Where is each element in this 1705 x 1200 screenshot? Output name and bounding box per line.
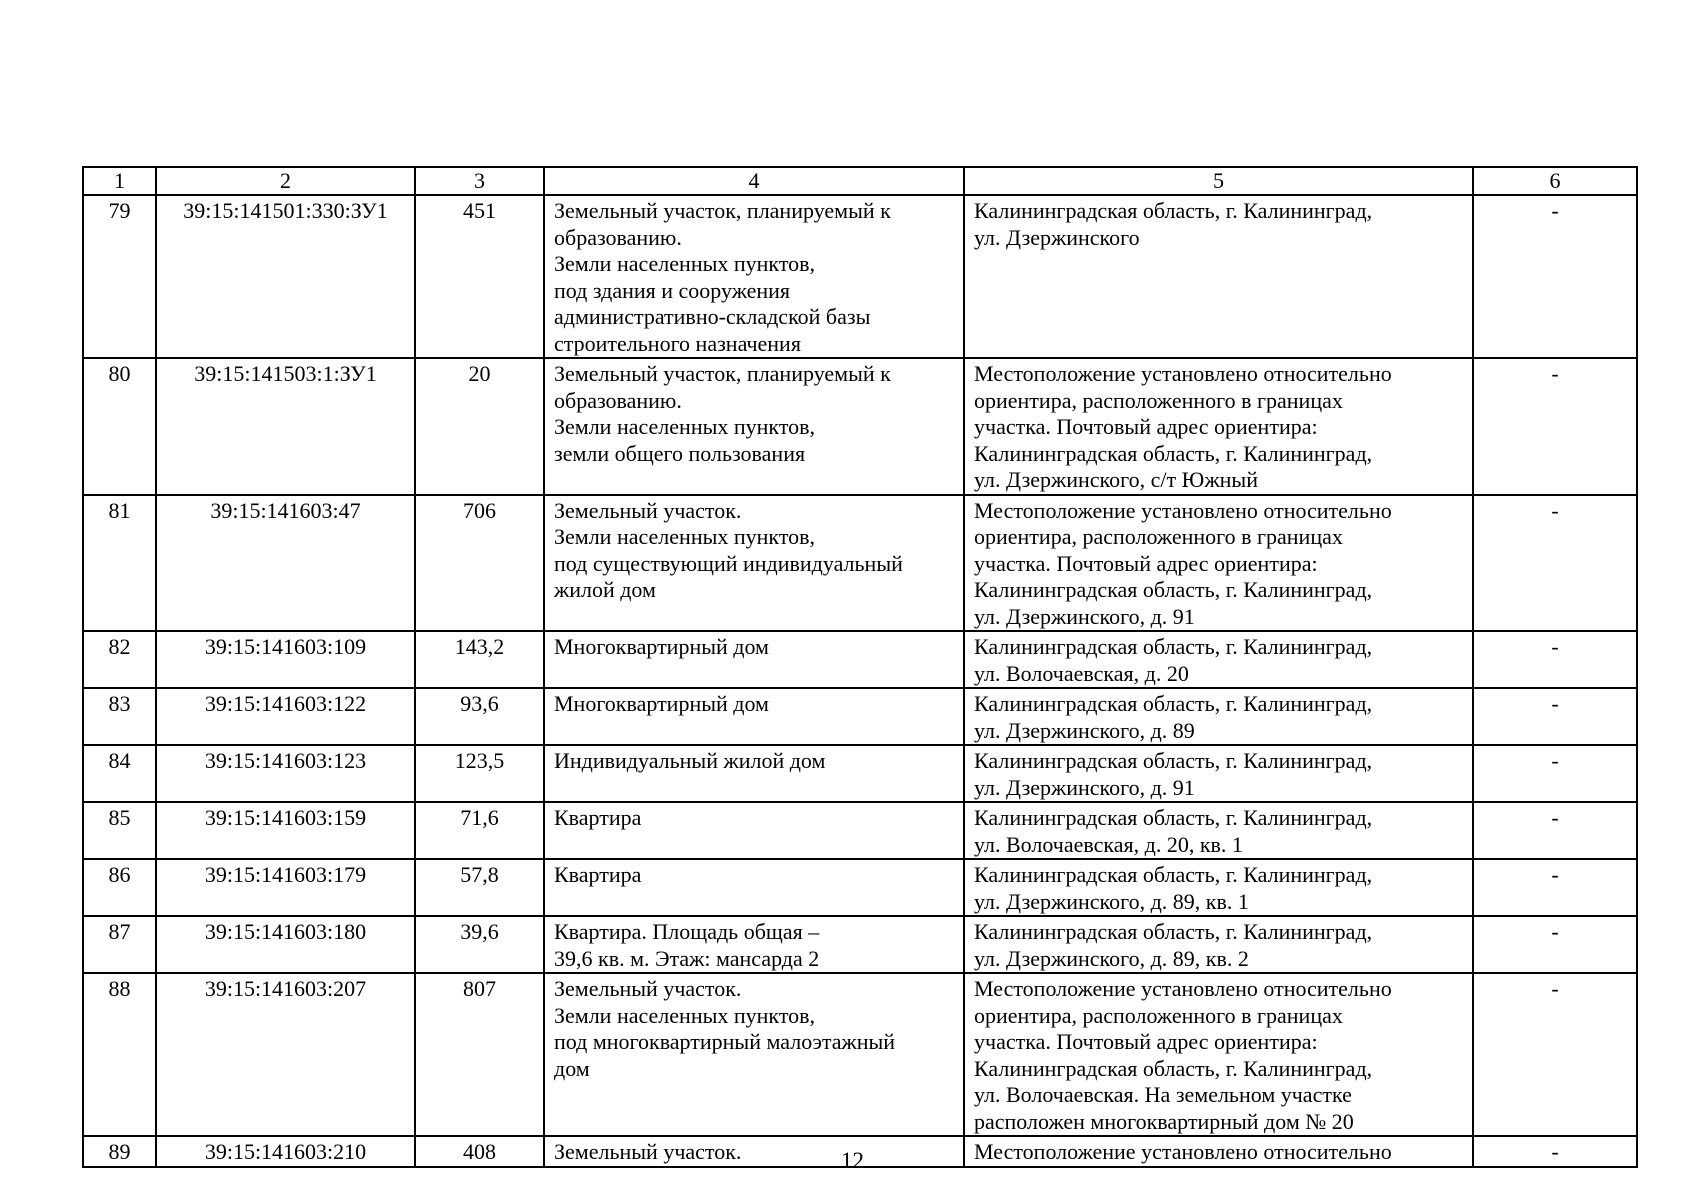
table-row: [83, 358, 1637, 495]
table-row: [83, 859, 1637, 916]
cadastral-number-cell: 39:15:141603:210: [156, 1136, 415, 1167]
page-number: 12: [841, 1148, 864, 1173]
area-cell: 93,6: [415, 688, 544, 745]
header-cell-3: 3: [415, 167, 544, 195]
column-6-cell: -: [1473, 745, 1637, 802]
property-table: [82, 166, 1638, 1168]
area-cell: 143,2: [415, 631, 544, 688]
column-6-cell: -: [1473, 688, 1637, 745]
description-cell: Квартира: [544, 859, 964, 916]
address-cell: Калининградская область, г. Калининград, ул. Дзержинского: [964, 195, 1473, 358]
area-cell: 451: [415, 195, 544, 358]
table-row: [83, 688, 1637, 745]
row-number-cell: 86: [83, 859, 156, 916]
column-6-cell: -: [1473, 631, 1637, 688]
column-6-cell: -: [1473, 802, 1637, 859]
area-cell: 408: [415, 1136, 544, 1167]
header-cell-2: 2: [156, 167, 415, 195]
cadastral-number-cell: 39:15:141603:109: [156, 631, 415, 688]
row-number-cell: 89: [83, 1136, 156, 1167]
header-row: [83, 167, 1637, 195]
table-row: [83, 631, 1637, 688]
address-cell: Калининградская область, г. Калининград, ул. Дзержинского, д. 89, кв. 2: [964, 916, 1473, 973]
description-cell: Земельный участок, планируемый к образованию. Земли населенных пунктов, под здания и сооружения административно-складской базы строительного назначения: [544, 195, 964, 358]
column-6-cell: -: [1473, 973, 1637, 1136]
cadastral-number-cell: 39:15:141503:1:ЗУ1: [156, 358, 415, 495]
address-cell: Местоположение установлено относительно ориентира, расположенного в границах участка. Почтовый адрес ориентира: Калининградская область, г. Калининград, ул. Дзержинского, с/т Южный: [964, 358, 1473, 495]
area-cell: 807: [415, 973, 544, 1136]
row-number-cell: 80: [83, 358, 156, 495]
area-cell: 39,6: [415, 916, 544, 973]
table-body: [83, 167, 1637, 1167]
cadastral-number-cell: 39:15:141603:123: [156, 745, 415, 802]
cadastral-number-cell: 39:15:141501:330:ЗУ1: [156, 195, 415, 358]
address-cell: Калининградская область, г. Калининград, ул. Дзержинского, д. 91: [964, 745, 1473, 802]
table-row: [83, 916, 1637, 973]
header-cell-4: 4: [544, 167, 964, 195]
row-number-cell: 88: [83, 973, 156, 1136]
header-cell-6: 6: [1473, 167, 1637, 195]
address-cell: Калининградская область, г. Калининград, ул. Дзержинского, д. 89: [964, 688, 1473, 745]
column-6-cell: -: [1473, 495, 1637, 632]
description-cell: Квартира. Площадь общая – 39,6 кв. м. Этаж: мансарда 2: [544, 916, 964, 973]
column-6-cell: -: [1473, 358, 1637, 495]
row-number-cell: 85: [83, 802, 156, 859]
table-row: [83, 745, 1637, 802]
cadastral-number-cell: 39:15:141603:159: [156, 802, 415, 859]
table-row: [83, 495, 1637, 632]
address-cell: Калининградская область, г. Калининград, ул. Дзержинского, д. 89, кв. 1: [964, 859, 1473, 916]
cadastral-number-cell: 39:15:141603:180: [156, 916, 415, 973]
row-number-cell: 87: [83, 916, 156, 973]
address-cell: Местоположение установлено относительно ориентира, расположенного в границах участка. Почтовый адрес ориентира: Калининградская область, г. Калининград, ул. Волочаевская. На земельном участке расположен многоквартирный дом № 20: [964, 973, 1473, 1136]
column-6-cell: -: [1473, 859, 1637, 916]
cadastral-number-cell: 39:15:141603:122: [156, 688, 415, 745]
table-row: [83, 973, 1637, 1136]
description-cell: Земельный участок, планируемый к образованию. Земли населенных пунктов, земли общего пользования: [544, 358, 964, 495]
table-row: [83, 802, 1637, 859]
cadastral-number-cell: 39:15:141603:47: [156, 495, 415, 632]
description-cell: Земельный участок. Земли населенных пунктов, под существующий индивидуальный жилой дом: [544, 495, 964, 632]
address-cell: Калининградская область, г. Калининград, ул. Волочаевская, д. 20: [964, 631, 1473, 688]
address-cell: Калининградская область, г. Калининград, ул. Волочаевская, д. 20, кв. 1: [964, 802, 1473, 859]
description-cell: Индивидуальный жилой дом: [544, 745, 964, 802]
description-cell: Многоквартирный дом: [544, 631, 964, 688]
table-row: [83, 195, 1637, 358]
area-cell: 71,6: [415, 802, 544, 859]
row-number-cell: 81: [83, 495, 156, 632]
description-cell: Многоквартирный дом: [544, 688, 964, 745]
address-cell: Местоположение установлено относительно ориентира, расположенного в границах участка. Почтовый адрес ориентира: Калининградская область, г. Калининград, ул. Дзержинского, д. 91: [964, 495, 1473, 632]
address-cell: Местоположение установлено относительно: [964, 1136, 1473, 1167]
description-cell: Земельный участок. Земли населенных пунктов, под многоквартирный малоэтажный дом: [544, 973, 964, 1136]
column-6-cell: -: [1473, 916, 1637, 973]
area-cell: 57,8: [415, 859, 544, 916]
cadastral-number-cell: 39:15:141603:207: [156, 973, 415, 1136]
row-number-cell: 82: [83, 631, 156, 688]
row-number-cell: 83: [83, 688, 156, 745]
description-cell: Земельный участок.: [544, 1136, 964, 1167]
description-cell: Квартира: [544, 802, 964, 859]
column-6-cell: -: [1473, 195, 1637, 358]
area-cell: 20: [415, 358, 544, 495]
row-number-cell: 79: [83, 195, 156, 358]
header-cell-1: 1: [83, 167, 156, 195]
row-number-cell: 84: [83, 745, 156, 802]
cadastral-number-cell: 39:15:141603:179: [156, 859, 415, 916]
header-cell-5: 5: [964, 167, 1473, 195]
area-cell: 123,5: [415, 745, 544, 802]
column-6-cell: -: [1473, 1136, 1637, 1167]
area-cell: 706: [415, 495, 544, 632]
